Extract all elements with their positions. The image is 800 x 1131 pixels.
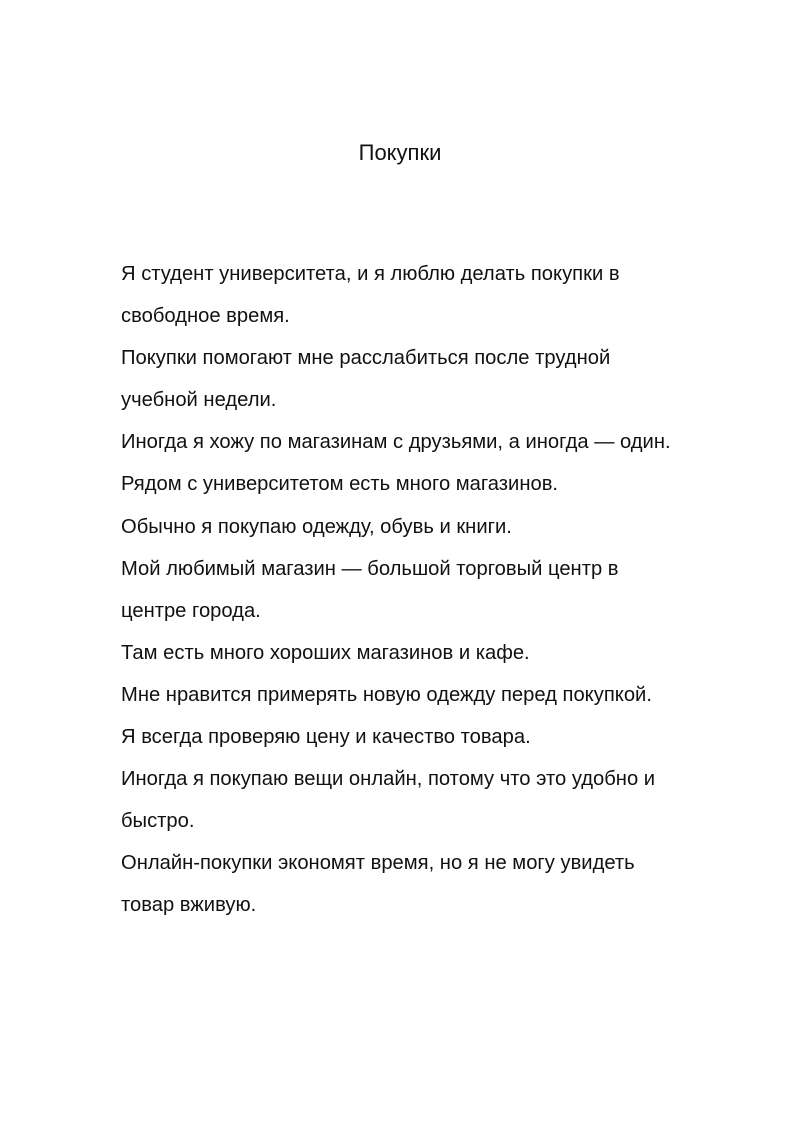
document-body [121, 253, 681, 927]
paragraph: Иногда я хожу по магазинам с друзьями, а иногда — один. [121, 431, 671, 454]
paragraph: Там есть много хороших магазинов и кафе. [121, 641, 530, 664]
paragraph: Я студент университета, и я люблю делать покупки в свободное время. [121, 263, 620, 328]
paragraph: Я всегда проверяю цену и качество товара. [121, 726, 531, 749]
paragraph: Онлайн-покупки экономят время, но я не могу увидеть товар вживую. [121, 852, 635, 917]
paragraph: Мне нравится примерять новую одежду перед покупкой. [121, 683, 652, 706]
paragraph: Мой любимый магазин — большой торговый центр в центре города. [121, 557, 619, 622]
document-title: Покупки [358, 140, 442, 165]
paragraph: Покупки помогают мне расслабиться после трудной учебной недели. [121, 347, 611, 412]
paragraph: Обычно я покупаю одежду, обувь и книги. [121, 515, 512, 538]
paragraph: Иногда я покупаю вещи онлайн, потому что это удобно и быстро. [121, 768, 656, 833]
paragraph: Рядом с университетом есть много магазинов. [121, 473, 559, 496]
